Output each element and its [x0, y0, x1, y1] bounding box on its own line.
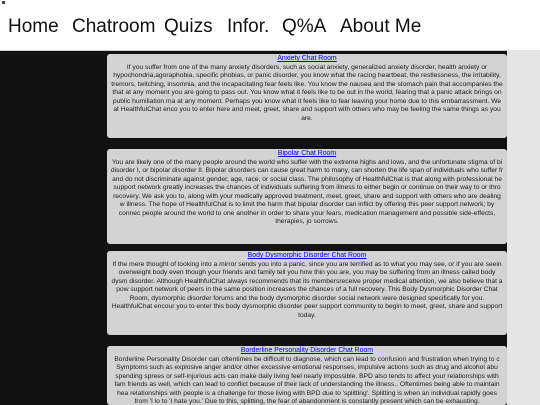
- right-side-panel: [507, 50, 540, 405]
- chat-room-link-bipolar[interactable]: Bipolar Chat Room: [277, 150, 337, 157]
- chat-room-description: Borderline Personality Disorder can oftentimes be difficult to diagnose, which can lead to confusion and frustration when trying to c Symptoms such as explosive anger and/or other excessive emotional responses, impulsive actions such as drug and alcohol abu spending sprees or self-injurious acts can make daily living feel nearly impossible. BPD also tends to affect your relationships with fam friends as well, which can lead to conflict because of their lack of understanding the illness.. Oftentimes being able to maintain hea relationships with people is a challenge for those living with BPD due to 'splitting'. Splitting is when an individual rapidly goes from 'I lo to 'I hate you.' Due to this, splitting, the fear of abandonment is constantly present which can be exhausting.: [114, 355, 500, 405]
- chat-room-link-anxiety[interactable]: Anxiety Chat Room: [277, 55, 337, 62]
- chat-room-link-borderline[interactable]: Borderline Personality Disorder Chat Room: [240, 347, 374, 354]
- nav-chatroom[interactable]: Chatroom: [72, 16, 156, 37]
- chat-room-description: If you suffer from one of the many anxiety disorders, such as social anxiety, generalized anxiety disorder, health anxiety or hypochondria,agoraphobia, specific phobias, or panic disorder, you know what the racing heartbeat, the restlessness, the irritability, tremors, twitching, insomnia, and the incapacitating fear feels like. You know the nausea and the stomach pain that accompanies the that at any moment you are going to pass out. You know what it feels like to be out in the world, fearing that a panic attack brings on public humiliation ma at any moment. Perhaps you know what it feels like to fear leaving your home due to this embarrassment. We at HealthfulChat enco you to enter here and meet, greet, share and support with others who may be feeling the same things as you are.: [111, 63, 503, 122]
- chat-room-card-borderline: [107, 346, 507, 405]
- chat-room-card-anxiety: [107, 54, 507, 138]
- chat-room-card-bipolar: [107, 149, 507, 244]
- nav-qa[interactable]: Q%A: [282, 16, 327, 37]
- chat-room-description: If the mere thought of looking into a mirror sends you into a panic, since you are terrified as to what you may see, or if you are seein overweight body even though your friends and family tell you how thin you are, you may be suffering from an illness called body dysm disorder. Although HealthfulChat always recommends that its membersreceive proper medical attention, we also believe that a pow support network of peers in the same position increases the chances of a full recovery. This Body Dysmorphic Disorder Chat Room, dysmorphic disorder forums and the body dysmorphic disorder social network were designed specifically for you. HealthfulChat encour you to enter this body dysmorphic disorder peer support community to begin to meet, greet, share and support today.: [111, 260, 503, 319]
- chat-room-card-body-dysmorphic: [107, 251, 507, 335]
- nav-quizs[interactable]: Quizs: [164, 16, 213, 37]
- chat-room-description: You are likely one of the many people around the world who suffer with the extreme highs and lows, and the unfortunate stigma of bi disorder I, or bipolar disorder II. Bipolar disorders can cause great harm to many, can shorten the life span of individuals who suffer fr and do not discriminate against gender, age, race, or social class. The philosophy of HealthfulChat is that along with professional he support network greatly increases the chances of individuals suffering from illness to either begin or continue on their way to or thro recovery. We ask you to, along with your medically approved treatment, meet, greet, share and support with others who are dealing w illness. The hope of HealthfulChat is to limit the harm that bipolar disorder can inflict by offering this peer support network; by connec people around the world to one another in order to share your fears, medication management and possible side-effects, therapies, jo sorrows.: [110, 158, 504, 225]
- top-navigation-bar: [0, 6, 540, 51]
- nav-infor[interactable]: Infor.: [227, 16, 270, 37]
- chat-room-link-body-dysmorphic[interactable]: Body Dysmorphic Disorder Chat Room: [247, 252, 367, 259]
- nav-home[interactable]: Home: [8, 16, 59, 37]
- nav-about-me[interactable]: About Me: [340, 16, 422, 37]
- window-corner-dot: [2, 1, 5, 4]
